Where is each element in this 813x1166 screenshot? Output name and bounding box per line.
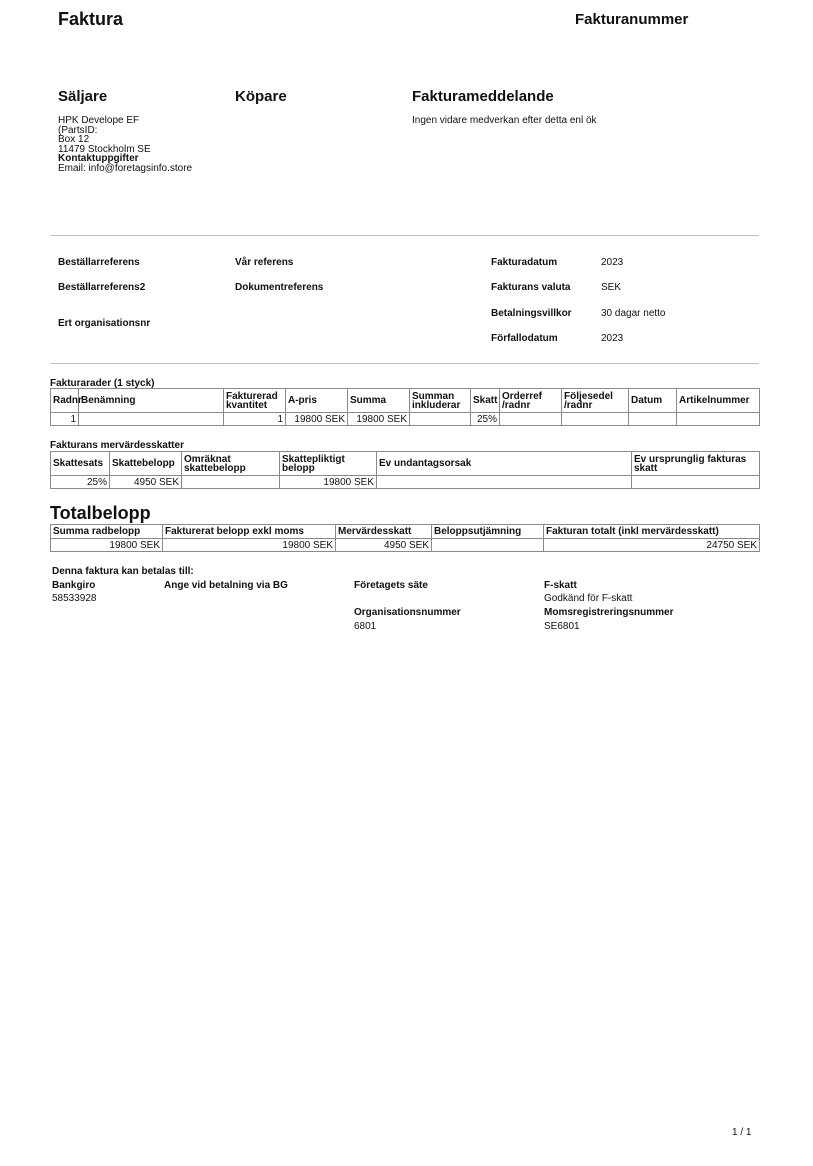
payment-heading: Denna faktura kan betalas till: bbox=[52, 566, 194, 577]
our-ref-label: Vår referens bbox=[235, 257, 294, 268]
cell: 25% bbox=[51, 476, 110, 489]
seller-line: 11479 Stockholm SE bbox=[58, 143, 151, 155]
vat-table bbox=[50, 451, 760, 489]
col-header: Skattepliktigt belopp bbox=[280, 452, 377, 476]
cell bbox=[182, 476, 280, 489]
invoice-title: Faktura bbox=[58, 9, 124, 29]
cell: 19800 SEK bbox=[348, 413, 410, 426]
lines-heading: Fakturarader (1 styck) bbox=[50, 378, 155, 389]
col-header: Följesedel /radnr bbox=[562, 389, 629, 413]
terms: 30 dagar netto bbox=[601, 308, 666, 319]
company-seat-label: Företagets säte bbox=[354, 580, 428, 591]
seller-heading: Säljare bbox=[58, 88, 108, 105]
cell bbox=[629, 413, 677, 426]
org-nr-label: Ert organisationsnr bbox=[58, 318, 151, 329]
col-header: Ev ursprunglig fakturas skatt bbox=[632, 452, 760, 476]
currency-label: Fakturans valuta bbox=[491, 282, 571, 293]
message-heading: Fakturameddelande bbox=[412, 88, 554, 105]
cell bbox=[677, 413, 760, 426]
seller-address bbox=[58, 116, 192, 173]
seller-line: Box 12 bbox=[58, 134, 90, 145]
bankgiro-value: 58533928 bbox=[52, 593, 97, 604]
col-header: Artikelnummer bbox=[677, 389, 760, 413]
col-header: Radnr bbox=[51, 389, 79, 413]
col-header: A-pris bbox=[286, 389, 348, 413]
buyer-ref-label: Beställarreferens bbox=[58, 257, 140, 268]
cell bbox=[432, 539, 544, 552]
seller-line: (PartsID: bbox=[58, 124, 98, 136]
cell bbox=[377, 476, 632, 489]
fskatt-label: F-skatt bbox=[544, 580, 577, 591]
col-header: Summa bbox=[348, 389, 410, 413]
message-text: Ingen vidare medverkan efter detta enl ök bbox=[412, 115, 597, 126]
table-row bbox=[51, 476, 760, 489]
cell: 19800 SEK bbox=[51, 539, 163, 552]
col-header: Summan inkluderar bbox=[410, 389, 471, 413]
col-header: Beloppsutjämning bbox=[432, 525, 544, 539]
due-label: Förfallodatum bbox=[491, 333, 558, 344]
table-row bbox=[51, 413, 760, 426]
cell: 19800 SEK bbox=[163, 539, 336, 552]
divider bbox=[50, 363, 759, 364]
cell: 1 bbox=[224, 413, 286, 426]
lines-table bbox=[50, 388, 760, 426]
fskatt-value: Godkänd för F-skatt bbox=[544, 593, 633, 604]
col-header: Datum bbox=[629, 389, 677, 413]
bankgiro-label: Bankgiro bbox=[52, 580, 96, 591]
col-header: Omräknat skattebelopp bbox=[182, 452, 280, 476]
cell bbox=[562, 413, 629, 426]
buyer-heading: Köpare bbox=[235, 88, 287, 105]
bg-note: Ange vid betalning via BG bbox=[164, 580, 288, 591]
vat-heading: Fakturans mervärdesskatter bbox=[50, 440, 184, 451]
totals-table bbox=[50, 524, 760, 552]
col-header: Orderref /radnr bbox=[500, 389, 562, 413]
col-header: Summa radbelopp bbox=[51, 525, 163, 539]
page-number: 1 / 1 bbox=[732, 1127, 752, 1138]
doc-ref-label: Dokumentreferens bbox=[235, 282, 324, 293]
col-header: Fakturan totalt (inkl mervärdesskatt) bbox=[544, 525, 760, 539]
contact-heading: Kontaktuppgifter bbox=[58, 153, 139, 164]
cell bbox=[79, 413, 224, 426]
cell bbox=[410, 413, 471, 426]
col-header: Ev undantagsorsak bbox=[377, 452, 632, 476]
col-header: Skattesats bbox=[51, 452, 110, 476]
due-date: 2023 bbox=[601, 333, 624, 344]
terms-label: Betalningsvillkor bbox=[491, 308, 572, 319]
currency: SEK bbox=[601, 282, 622, 293]
col-header: Skatt bbox=[471, 389, 500, 413]
cell bbox=[632, 476, 760, 489]
col-header: Mervärdesskatt bbox=[336, 525, 432, 539]
seller-line: HPK Develope EF bbox=[58, 115, 140, 126]
col-header: Benämning bbox=[79, 389, 224, 413]
cell: 24750 SEK bbox=[544, 539, 760, 552]
divider bbox=[50, 235, 759, 236]
buyer-ref2-label: Beställarreferens2 bbox=[58, 282, 146, 293]
cell: 4950 SEK bbox=[336, 539, 432, 552]
col-header: Skattebelopp bbox=[110, 452, 182, 476]
table-row bbox=[51, 539, 760, 552]
col-header: Fakturerat belopp exkl moms bbox=[163, 525, 336, 539]
cell: 4950 SEK bbox=[110, 476, 182, 489]
orgnr-label: Organisationsnummer bbox=[354, 607, 461, 618]
col-header: Fakturerad kvantitet bbox=[224, 389, 286, 413]
totals-heading: Totalbelopp bbox=[50, 503, 151, 523]
cell bbox=[500, 413, 562, 426]
cell: 1 bbox=[51, 413, 79, 426]
vatreg-value: SE6801 bbox=[544, 621, 580, 632]
vatreg-label: Momsregistreringsnummer bbox=[544, 607, 674, 618]
invoice-date: 2023 bbox=[601, 257, 624, 268]
invoice-number-label: Fakturanummer bbox=[575, 11, 689, 28]
cell: 25% bbox=[471, 413, 500, 426]
contact-email: Email: info@foretagsinfo.store bbox=[58, 162, 193, 174]
cell: 19800 SEK bbox=[280, 476, 377, 489]
invoice-date-label: Fakturadatum bbox=[491, 257, 558, 268]
orgnr-value: 6801 bbox=[354, 621, 377, 632]
cell: 19800 SEK bbox=[286, 413, 348, 426]
